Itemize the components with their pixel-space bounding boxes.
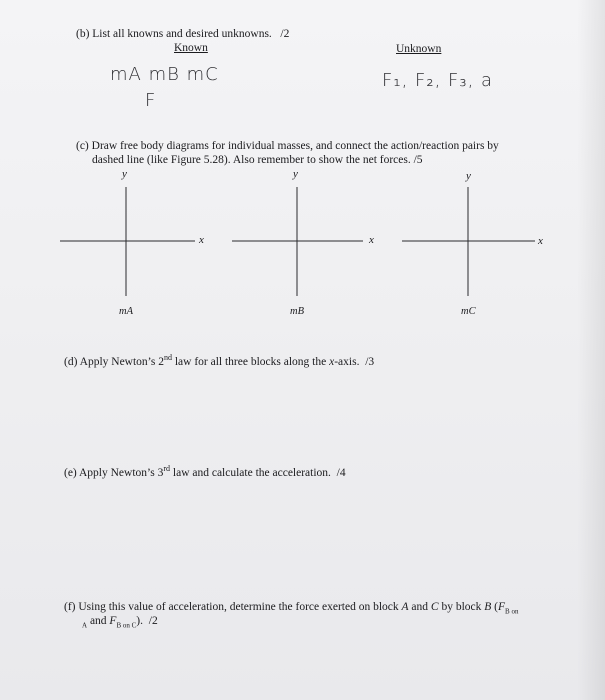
question-d-points: /3 [365,355,375,368]
question-d-text-a: (d) Apply Newton’s 2 [64,355,164,368]
question-d-text-b: law for all three blocks along the [171,355,330,368]
fbd-b-x-label: x [369,234,374,246]
question-e [64,462,346,480]
question-f-and-2: and [87,615,110,627]
known-header: Known [174,42,208,54]
handwritten-unknowns: F₁, F₂, F₃, a [382,70,494,91]
question-f-block-a: A [401,601,409,613]
question-f-force-symbol-1: F [498,601,506,613]
question-d-superscript: nd [163,353,172,362]
question-e-points: /4 [336,466,346,479]
question-f-points: /2 [148,615,158,627]
question-f-force-symbol-2: F [109,615,117,627]
handwritten-known-force: F [145,90,157,111]
question-e-text-b: law and calculate the acceleration. [170,466,331,479]
unknown-header: Unknown [396,43,442,55]
question-e-text-a: (e) Apply Newton’s 3 [64,466,164,479]
question-b-text: (b) List all knowns and desired unknowns. [76,28,272,40]
question-f-text-a: (f) Using this value of acceleration, determine the force exerted on block [64,601,402,613]
question-f-line2 [82,614,158,632]
question-f-block-c: C [430,601,439,613]
question-b-points: /2 [280,28,290,40]
question-f-subscript-1-cont: A [82,621,88,630]
fbd-a-mass-label: mA [119,306,133,317]
question-d [64,351,374,369]
fbd-b-y-label: y [293,168,298,180]
fbd-c-x-label: x [538,235,543,247]
question-c-line2-text: dashed line (like Figure 5.28). Also remember to show the net forces. [92,154,411,166]
fbd-a-y-label: y [122,168,127,180]
question-f-subscript-1: B on [505,607,519,616]
question-f-block-b: B [484,601,492,613]
fbd-b-mass-label: mB [290,306,304,317]
fbd-c-mass-label: mC [461,306,476,317]
fbd-a-x-label: x [199,234,204,246]
question-f-text-b: by block [438,601,485,613]
question-d-text-c: -axis. [334,355,360,368]
question-e-superscript: rd [163,464,171,473]
fbd-c-y-label: y [466,170,471,182]
handwritten-knowns-masses: mA mB mC [110,64,219,85]
question-f-and-1: and [408,601,431,613]
question-c-line1: (c) Draw free body diagrams for individual masses, and connect the action/reaction pairs by [76,140,499,152]
question-f-close: ). [136,615,144,627]
question-c-points: /5 [413,154,423,166]
question-f-paren: ( [491,601,499,613]
question-f-subscript-2: B on C [116,621,137,630]
question-d-axis: x [329,355,335,368]
